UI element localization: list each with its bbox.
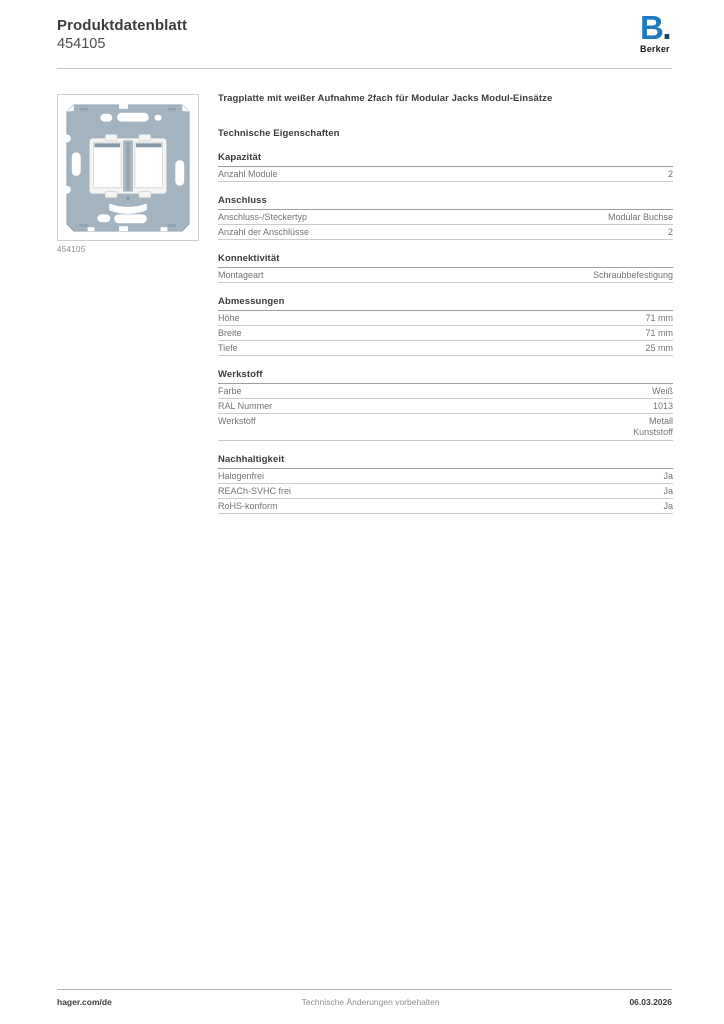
- product-image: [58, 95, 198, 240]
- spec-row: [218, 268, 673, 283]
- spec-row: [218, 384, 673, 399]
- spec-row: [218, 399, 673, 414]
- spec-row: [218, 167, 673, 182]
- footer-divider: [57, 989, 672, 990]
- section-anschluss: [218, 196, 673, 240]
- section-kapazitaet: [218, 153, 673, 182]
- document-header: [57, 16, 187, 54]
- spec-value: 2: [667, 169, 673, 179]
- spec-label: Farbe: [218, 386, 242, 396]
- document-type-title: Produktdatenblatt: [57, 17, 188, 34]
- spec-value: [633, 416, 673, 438]
- spec-label: REACh-SVHC frei: [218, 486, 292, 496]
- spec-value: 71 mm: [645, 328, 673, 338]
- berker-logo-mark-icon: B.: [640, 9, 671, 46]
- footer-website-link[interactable]: hager.com/de: [57, 997, 112, 1007]
- header-divider: [57, 68, 672, 69]
- footer: [57, 997, 672, 1007]
- spec-row: [218, 311, 673, 326]
- spec-label: Breite: [218, 328, 242, 338]
- spec-value: Modular Buchse: [607, 212, 673, 222]
- section-werkstoff: [218, 370, 673, 441]
- spec-label: Höhe: [218, 313, 240, 323]
- spec-value: 25 mm: [645, 343, 673, 353]
- spec-row: [218, 469, 673, 484]
- spec-label: Halogenfrei: [218, 471, 265, 481]
- footer-date: 06.03.2026: [629, 997, 672, 1007]
- section-nachhaltigkeit: [218, 455, 673, 514]
- section-title: Abmessungen: [218, 297, 673, 311]
- spec-row: [218, 225, 673, 240]
- spec-value: 71 mm: [645, 313, 673, 323]
- spec-row: [218, 210, 673, 225]
- section-title: Anschluss: [218, 196, 673, 210]
- spec-row: [218, 326, 673, 341]
- spec-value: Weiß: [652, 386, 673, 396]
- spec-value-line: Kunststoff: [633, 427, 673, 437]
- section-abmessungen: [218, 297, 673, 356]
- section-title: Konnektivität: [218, 254, 673, 268]
- footer-notice: Technische Änderungen vorbehalten: [301, 997, 440, 1007]
- spec-value: Ja: [663, 471, 673, 481]
- spec-label: Anzahl der Anschlüsse: [218, 227, 310, 237]
- spec-label: RAL Nummer: [218, 401, 273, 411]
- spec-label: Anschluss-/Steckertyp: [218, 212, 308, 222]
- spec-row: [218, 484, 673, 499]
- berker-logo-wordmark: Berker: [640, 44, 670, 54]
- product-image-caption: 454105: [57, 245, 86, 254]
- spec-row: [218, 499, 673, 514]
- section-title: Kapazität: [218, 153, 673, 167]
- product-title: Tragplatte mit weißer Aufnahme 2fach für Modular Jacks Modul-Einsätze: [218, 93, 553, 104]
- spec-value: Schraubbefestigung: [592, 270, 673, 280]
- article-number: 454105: [57, 36, 106, 52]
- spec-label: Anzahl Module: [218, 169, 278, 179]
- spec-label: Werkstoff: [218, 416, 256, 426]
- spec-value: 1013: [652, 401, 673, 411]
- section-title: Nachhaltigkeit: [218, 455, 673, 469]
- spec-label: RoHS-konform: [218, 501, 278, 511]
- section-konnektivitaet: [218, 254, 673, 283]
- spec-value-line: Metall: [648, 416, 673, 426]
- spec-value: 2: [667, 227, 673, 237]
- spec-value: Ja: [663, 486, 673, 496]
- spec-value: Ja: [663, 501, 673, 511]
- spec-label: Tiefe: [218, 343, 238, 353]
- product-image-frame: [57, 94, 199, 241]
- berker-logo: [640, 9, 672, 54]
- spec-row: [218, 341, 673, 356]
- spec-label: Montageart: [218, 270, 264, 280]
- section-title: Werkstoff: [218, 370, 673, 384]
- tech-properties-heading: Technische Eigenschaften: [218, 128, 340, 139]
- spec-row: [218, 414, 673, 441]
- spec-content: [218, 90, 673, 514]
